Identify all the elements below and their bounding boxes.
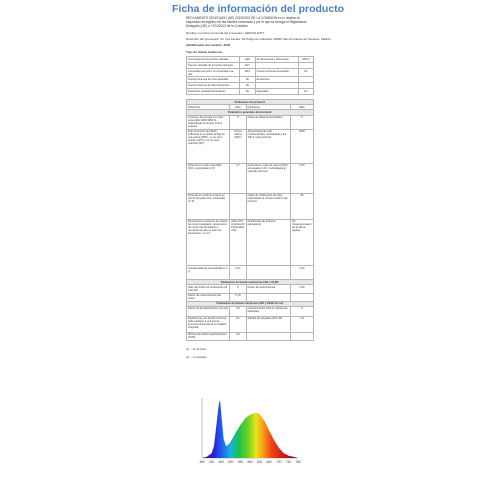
footnote: (1) ... sin declarar (186, 348, 207, 351)
parameter-value: 0,4 (230, 332, 247, 340)
parameter-value: 0,5 (230, 306, 247, 316)
x-tick-label: 780 (295, 460, 301, 464)
col-header: Parámetro (187, 105, 230, 110)
col-header: Valor (230, 105, 247, 110)
parameter-label: Coherencia del color en elipses de MacAdam (246, 306, 290, 316)
table-row (187, 193, 314, 219)
led-heading: Parámetros de fuentes luminosas LED y OLED: (187, 280, 314, 285)
parameter-value: - (298, 77, 313, 83)
parameter-label: Fuente luminosa de alta luminancia: (187, 83, 240, 89)
parameter-label: Regulable: (255, 89, 298, 95)
parameter-label: Flujo luminoso útil (Φútil), indicando si se refiere al flujo en una esfera (360°), en un cono amplio (120°) o en un cono estrecho (90°) (187, 129, 230, 163)
parameter-value: No (240, 77, 255, 83)
document-title: Ficha de información del producto (172, 3, 345, 15)
supplier-address: Dirección del proveedor: Av. Vía Láctea, 40 Polígono Industrial, 28830 San Fernando de Henares, Madrid (186, 37, 331, 42)
parameter-label: Factor de supervivencia (246, 285, 290, 293)
source-type-heading: Tipo de fuente luminosa: (186, 49, 223, 54)
table-row (187, 306, 314, 316)
parameter-value: 4,7 (230, 163, 247, 193)
table-row (187, 163, 314, 193)
parameter-label: Valor del índice de rendimiento de color R9 (187, 285, 230, 293)
table-row (187, 129, 314, 163)
dim-width: Anchura 60 (231, 223, 245, 227)
spectrum-area-series-0 (202, 400, 298, 458)
parameter-value: - (230, 193, 247, 219)
mains-heading: Parámetros de fuentes luminosas LED y OLED de red: (187, 301, 314, 306)
parameter-label: Métrica del efecto estroboscópico (SVM) (187, 332, 230, 340)
parameter-value: 0,00 (291, 163, 314, 193)
parameter-label: Índice de rendimiento de color, redondeado al número entero más próximo (246, 193, 290, 219)
supplier-name: Nombre o marca comercial del proveedor: GRAVALIGHT (186, 31, 265, 35)
table-row (187, 89, 314, 95)
dimensions-values (230, 219, 247, 265)
parameter-label: Envolvente: (255, 77, 298, 83)
parameter-value: LED (240, 57, 255, 63)
parameter-value: No (240, 89, 255, 95)
parameter-label: Declara que una fuente luminosa LED sustituye a una fuente luminosa fluorescente sin balasto integrado (187, 316, 230, 332)
parameter-value: NDLS (298, 57, 313, 63)
parameter-label (246, 332, 290, 340)
parameter-value: 1,0 (291, 316, 314, 332)
parameter-value: 0,90 (291, 285, 314, 293)
parameter-label (246, 293, 290, 301)
parameter-value: No (298, 69, 313, 77)
chromaticity-label: Coordenadas de cromaticidad (x e y) (187, 265, 230, 279)
x-tick-label: 740 (285, 460, 292, 464)
parameter-label: Factor de desplazamiento (cos φ1) (187, 306, 230, 316)
parameter-label: No direccional o direccional: (255, 57, 298, 63)
x-tick-label: 500 (228, 460, 234, 464)
x-tick-label: 380 (199, 460, 205, 464)
col-header: Parámetro (246, 105, 290, 110)
equivalent-power-label: Declaración de potencia equivalente (246, 219, 290, 265)
model-identifier: Identificador del modelo: 3GB (186, 43, 231, 48)
source-type-table (186, 56, 314, 95)
chromaticity-x: 0,44 (230, 265, 247, 279)
parameter-label: Clase de eficiencia energética (246, 115, 290, 129)
table-row (187, 285, 314, 293)
parameter-value: 80 (291, 193, 314, 219)
parameter-value: No (240, 83, 255, 89)
general-heading: Parámetros generales del producto: (187, 110, 314, 115)
product-parameters-table (186, 99, 314, 341)
x-tick-label: 540 (237, 460, 244, 464)
parameter-label: Temperatura de color correlacionada, redondeada a los 100 K más próximos (246, 129, 290, 163)
parameter-label: Tecnología de iluminación utilizada: (187, 57, 240, 63)
parameter-value: 3000 (291, 129, 314, 163)
parameter-value: No (230, 316, 247, 332)
regulation-intro: REGLAMENTO DELEGADO (UE) 2019/2015 DE LA COMISIÓN en lo relativo al etiquetado energético de las fuentes luminosas y por el que se deroga el Reglamento Delegado (UE) n.º 874/2012 de la Comisión (186, 16, 307, 28)
chart-x-ticks (199, 460, 301, 464)
table-row (187, 332, 314, 340)
parameter-label: Protección antideslumbramiento: (187, 89, 240, 95)
col-header: Valor (291, 105, 314, 110)
spectral-distribution-chart (194, 394, 304, 466)
parameter-value: No (298, 89, 313, 95)
parameter-value (291, 293, 314, 301)
x-tick-label: 620 (256, 460, 263, 464)
dimensions-label: Dimensiones exteriores sin equipo de control separado, mecanismos de control de iluminación y mecanismos que no sean de iluminación, en mm (187, 219, 230, 265)
parameter-label: Fuente luminosa de color ajustable: (187, 77, 240, 83)
parameter-value: 6 (291, 306, 314, 316)
chromaticity-y: 0,40 (291, 265, 314, 279)
parameter-label: Tipo de casquillo de la fuente luminosa: (187, 63, 240, 69)
x-tick-label: 700 (276, 460, 282, 464)
table-row (187, 115, 314, 129)
parameter-label: Consumo de energía en modo encendido (kWh/1000 h), redondeado al número entero superior (187, 115, 230, 129)
parameter-value: 5 (230, 115, 247, 129)
chart-series (202, 400, 298, 458)
parameter-label: Factor de mantenimiento del lumen (187, 293, 230, 301)
parameter-value: MLS (240, 69, 255, 77)
parameter-value: F (291, 115, 314, 129)
dim-depth: Profundidad 60 (231, 226, 244, 233)
parameter-value: 8 (230, 285, 247, 293)
parameter-label: Potencia en modo encendido (Pon), expresada en W (187, 163, 230, 193)
x-tick-label: 660 (266, 460, 272, 464)
x-tick-label: 420 (208, 460, 215, 464)
table-row (187, 316, 314, 332)
parameter-label: Potencia en modo de espera en red (Pnet) para CLS, expresada en W (187, 193, 230, 219)
equivalent-power-value: No Véase la imagen de la última página (291, 219, 314, 265)
parameter-label: Métrica de parpadeo (Pst LM) (246, 316, 290, 332)
supplier-info (186, 30, 331, 55)
parameter-value (291, 332, 314, 340)
x-tick-label: 460 (218, 460, 224, 464)
parameter-value: E27 (240, 63, 255, 69)
footnote: (2) ... no aplicable (186, 356, 207, 359)
table-row (187, 293, 314, 301)
parameter-label: Conectada a la red o no conectada a la red: (187, 69, 240, 77)
parameter-label: Potencia en modo de espera (Psb), expresada en W y redondeada al segundo decimal (246, 163, 290, 193)
dim-height: Altura 110 (231, 220, 243, 224)
params-heading: Parámetros del producto (187, 100, 314, 105)
parameter-label: Fuente luminosa conectada: (255, 69, 298, 77)
table-row (187, 69, 314, 77)
parameter-value: 470 en esfera (360°) (230, 129, 247, 163)
parameter-value: 0,70 (230, 293, 247, 301)
x-tick-label: 580 (247, 460, 253, 464)
